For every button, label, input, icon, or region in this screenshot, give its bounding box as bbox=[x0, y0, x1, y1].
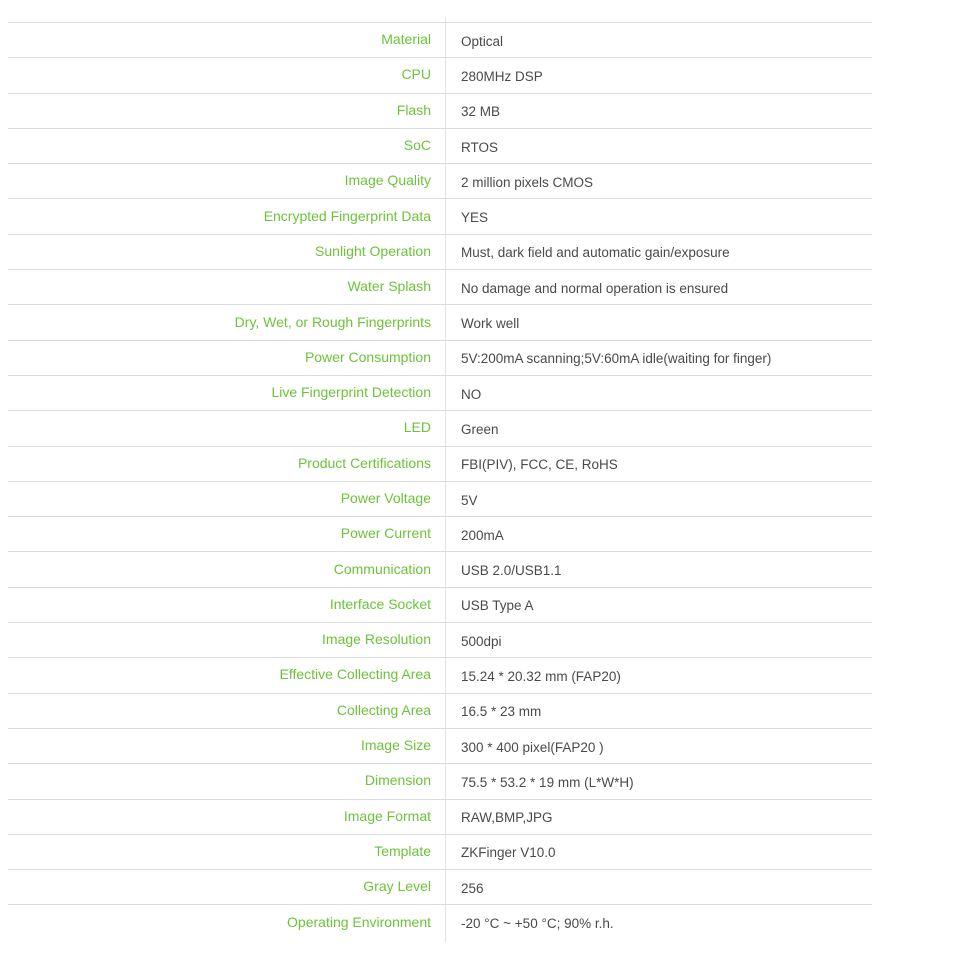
spec-label: Sunlight Operation bbox=[315, 242, 431, 259]
spec-label: Power Voltage bbox=[340, 490, 431, 506]
spec-row bbox=[8, 340, 872, 375]
spec-value: 5V:200mA scanning;5V:60mA idle(waiting for finger) bbox=[461, 351, 772, 367]
spec-row bbox=[8, 22, 872, 57]
spec-label: Gray Level bbox=[363, 878, 431, 895]
spec-value: 200mA bbox=[461, 527, 504, 543]
spec-row bbox=[8, 551, 872, 586]
spec-value: Optical bbox=[461, 33, 504, 49]
spec-value: No damage and normal operation is ensured bbox=[461, 280, 729, 296]
spec-row bbox=[8, 834, 872, 869]
spec-value: -20 °C ~ +50 °C; 90% r.h. bbox=[461, 916, 614, 932]
spec-label: Image Size bbox=[360, 737, 431, 754]
spec-label: Image Resolution bbox=[322, 631, 431, 648]
spec-row bbox=[8, 57, 872, 92]
spec-label: Interface Socket bbox=[329, 595, 431, 612]
spec-row bbox=[8, 763, 872, 798]
spec-row bbox=[8, 587, 872, 622]
spec-label: Image Quality bbox=[344, 172, 431, 189]
spec-value: RAW,BMP,JPG bbox=[461, 810, 553, 826]
spec-label: Flash bbox=[396, 101, 431, 118]
spec-row bbox=[8, 516, 872, 551]
spec-value: RTOS bbox=[461, 139, 499, 155]
spec-label: Effective Collecting Area bbox=[279, 666, 431, 683]
spec-row bbox=[8, 163, 872, 198]
spec-value: 16.5 * 23 mm bbox=[461, 704, 542, 720]
spec-value: FBI(PIV), FCC, CE, RoHS bbox=[461, 457, 618, 473]
spec-value: Must, dark field and automatic gain/exposure bbox=[461, 245, 730, 261]
spec-row bbox=[8, 693, 872, 728]
spec-row bbox=[8, 375, 872, 410]
spec-row bbox=[8, 198, 872, 233]
spec-row bbox=[8, 904, 872, 939]
spec-label: Communication bbox=[333, 560, 431, 577]
spec-row bbox=[8, 304, 872, 339]
spec-value: ZKFinger V10.0 bbox=[461, 845, 556, 861]
spec-value: USB Type A bbox=[461, 598, 534, 614]
spec-label: CPU bbox=[401, 66, 431, 83]
spec-value: NO bbox=[461, 386, 482, 402]
spec-value: 280MHz DSP bbox=[461, 68, 543, 84]
spec-label: Product Certifications bbox=[297, 454, 431, 471]
spec-row bbox=[8, 799, 872, 834]
spec-row bbox=[8, 93, 872, 128]
spec-value: 32 MB bbox=[461, 104, 501, 120]
spec-value: 15.24 * 20.32 mm (FAP20) bbox=[461, 668, 621, 684]
spec-value: Work well bbox=[461, 316, 520, 332]
spec-label: Encrypted Fingerprint Data bbox=[263, 207, 431, 224]
spec-value: Green bbox=[461, 421, 499, 437]
spec-label: Water Splash bbox=[347, 278, 431, 295]
spec-row bbox=[8, 234, 872, 269]
spec-row bbox=[8, 657, 872, 692]
spec-label: Live Fingerprint Detection bbox=[271, 384, 431, 401]
spec-label: SoC bbox=[403, 137, 431, 154]
spec-value: 5V bbox=[461, 492, 478, 508]
spec-row bbox=[8, 269, 872, 304]
spec-row bbox=[8, 728, 872, 763]
spec-value: 75.5 * 53.2 * 19 mm (L*W*H) bbox=[461, 774, 634, 790]
spec-label: Collecting Area bbox=[336, 701, 431, 718]
spec-label: Dry, Wet, or Rough Fingerprints bbox=[234, 313, 431, 330]
spec-value: 500dpi bbox=[461, 633, 502, 649]
spec-row bbox=[8, 446, 872, 481]
spec-row bbox=[8, 481, 872, 516]
spec-label: Power Current bbox=[340, 525, 431, 542]
spec-row bbox=[8, 869, 872, 904]
spec-row bbox=[8, 622, 872, 657]
spec-label: Template bbox=[374, 842, 431, 859]
spec-row bbox=[8, 128, 872, 163]
spec-value: 256 bbox=[461, 880, 484, 896]
spec-value: USB 2.0/USB1.1 bbox=[461, 563, 562, 579]
spec-label: LED bbox=[403, 419, 431, 436]
spec-value: YES bbox=[461, 210, 489, 226]
spec-label: Image Format bbox=[343, 807, 431, 824]
spec-value: 2 million pixels CMOS bbox=[461, 174, 594, 190]
spec-label: Material bbox=[381, 31, 431, 48]
spec-row bbox=[8, 410, 872, 445]
spec-label: Dimension bbox=[364, 772, 431, 789]
spec-value: 300 * 400 pixel(FAP20 ) bbox=[461, 739, 604, 755]
spec-label: Power Consumption bbox=[304, 348, 431, 365]
spec-table bbox=[8, 22, 872, 940]
spec-label: Operating Environment bbox=[287, 913, 431, 930]
